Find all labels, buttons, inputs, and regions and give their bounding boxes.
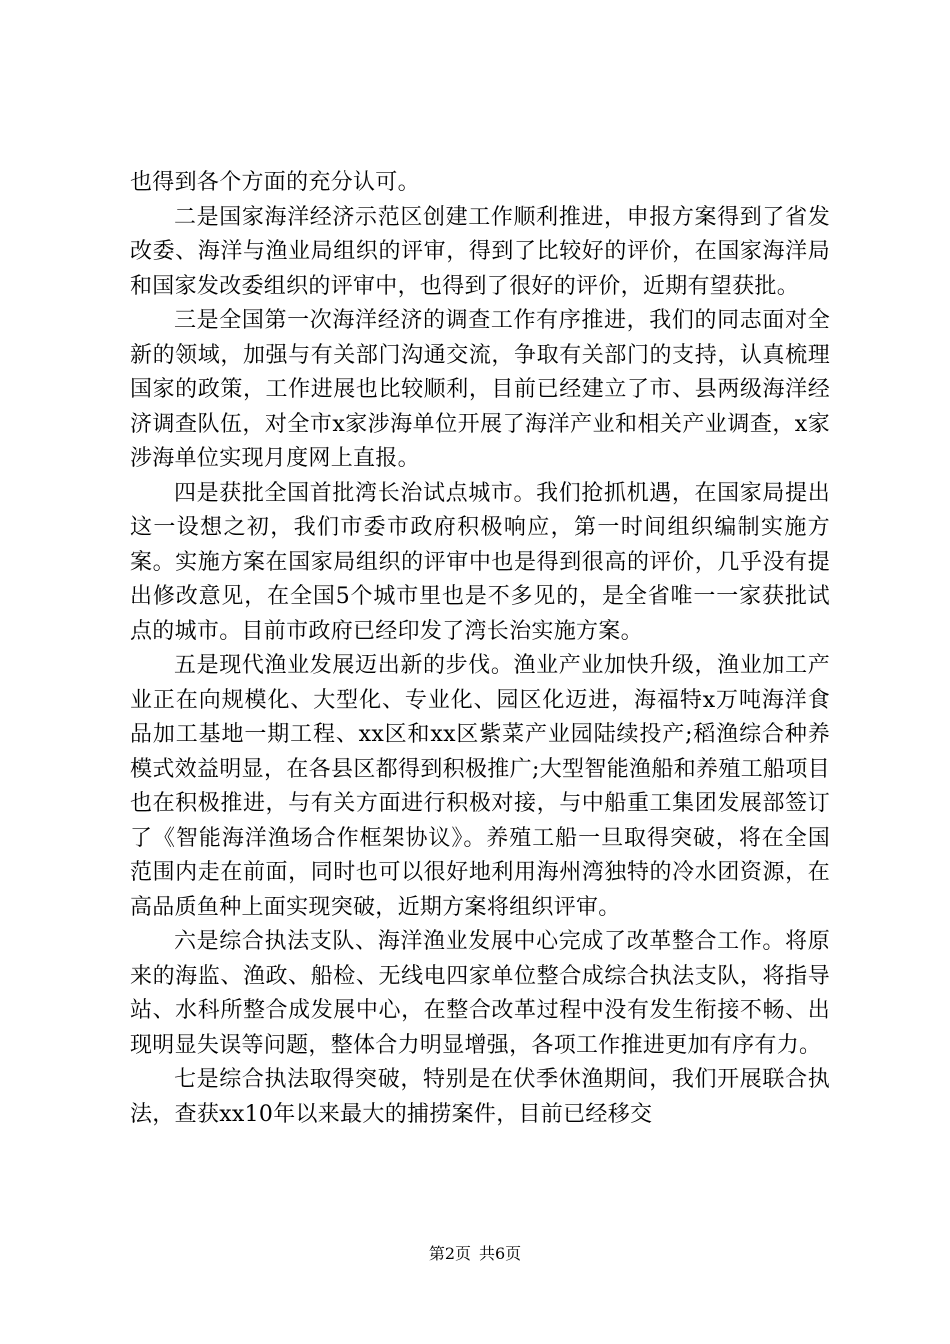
paragraph-6: 七是综合执法取得突破，特别是在伏季休渔期间，我们开展联合执法，查获xx10年以来最大的捕捞案件，目前已经移交	[130, 1067, 830, 1127]
page-footer	[0, 1244, 950, 1264]
page-number: 第2页	[428, 1244, 471, 1263]
paragraph-0: 也得到各个方面的充分认可。	[130, 170, 420, 195]
document-body	[130, 166, 830, 1132]
page-total: 共6页	[479, 1244, 522, 1263]
paragraph-3: 四是获批全国首批湾长治试点城市。我们抢抓机遇，在国家局提出这一设想之初，我们市委市政府积极响应，第一时间组织编制实施方案。实施方案在国家局组织的评审中也是得到很高的评价，几乎没有提出修改意见，在全国5个城市里也是不多见的，是全省唯一一家获批试点的城市。目前市政府已经印发了湾长治实施方案。	[130, 480, 830, 644]
paragraph-2: 三是全国第一次海洋经济的调查工作有序推进，我们的同志面对全新的领域，加强与有关部门沟通交流，争取有关部门的支持，认真梳理国家的政策，工作进展也比较顺利，目前已经建立了市、县两级海洋经济调查队伍，对全市x家涉海单位开展了海洋产业和相关产业调查，x家涉海单位实现月度网上直报。	[130, 308, 830, 471]
paragraph-1: 二是国家海洋经济示范区创建工作顺利推进，申报方案得到了省发改委、海洋与渔业局组织的评审，得到了比较好的评价，在国家海洋局和国家发改委组织的评审中，也得到了很好的评价，近期有望获批。	[130, 204, 830, 299]
paragraph-5: 六是综合执法支队、海洋渔业发展中心完成了改革整合工作。将原来的海监、渔政、船检、无线电四家单位整合成综合执法支队，将指导站、水科所整合成发展中心，在整合改革过程中没有发生衔接不畅、出现明显失误等问题，整体合力明显增强，各项工作推进更加有序有力。	[130, 929, 830, 1058]
paragraph-4: 五是现代渔业发展迈出新的步伐。渔业产业加快升级，渔业加工产业正在向规模化、大型化、专业化、园区化迈进，海福特x万吨海洋食品加工基地一期工程、xx区和xx区紫菜产业园陆续投产;稻渔综合种养模式效益明显，在各县区都得到积极推广;大型智能渔船和养殖工船项目也在积极推进，与有关方面进行积极对接，与中船重工集团发展部签订了《智能海洋渔场合作框架协议》。养殖工船一旦取得突破，将在全国范围内走在前面，同时也可以很好地利用海州湾独特的冷水团资源，在高品质鱼种上面实现突破，近期方案将组织评审。	[130, 653, 830, 920]
